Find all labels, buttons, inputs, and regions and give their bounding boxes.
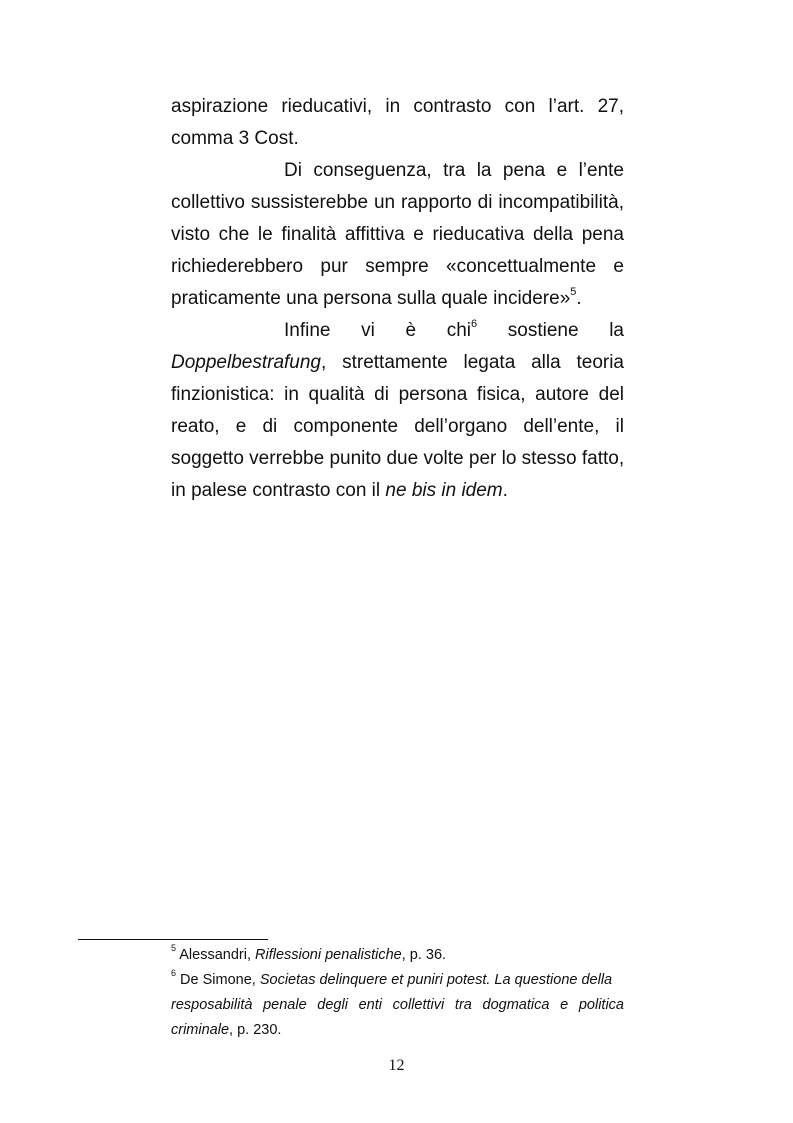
footnote-6-title-3: criminale bbox=[171, 1022, 230, 1038]
footnote-5-author: Alessandri, bbox=[176, 947, 256, 963]
body-line-13 bbox=[171, 480, 624, 502]
body-line-11: reato, e di componente dell’organo dell’ente, il bbox=[171, 416, 624, 437]
body-line-2: comma 3 Cost. bbox=[171, 128, 299, 149]
body-line-8-word-5: sostiene bbox=[507, 320, 579, 341]
body-line-4: collettivo sussisterebbe un rapporto di incompatibilità, bbox=[171, 192, 624, 213]
body-line-10: finzionistica: in qualità di persona fisica, autore del bbox=[171, 384, 624, 405]
footnote-separator bbox=[78, 939, 268, 940]
body-line-13-end: . bbox=[502, 480, 508, 501]
body-line-7 bbox=[171, 285, 624, 310]
footnote-6-number: 6 bbox=[171, 968, 177, 979]
body-line-8 bbox=[284, 317, 624, 342]
body-line-8-word-2: vi bbox=[361, 320, 375, 341]
body-line-9-rest: , strettamente legata alla teoria bbox=[321, 352, 624, 373]
body-line-7-end: . bbox=[576, 288, 582, 309]
footnote-6-author: De Simone, bbox=[176, 972, 260, 988]
footnote-6-title-2: resposabilità penale degli enti collettivi tra dogmatica e politica bbox=[171, 997, 624, 1013]
body-line-9 bbox=[171, 352, 624, 374]
body-line-8-word-1: Infine bbox=[284, 320, 331, 341]
body-line-8-word-3: è bbox=[405, 320, 417, 341]
body-line-7-text: praticamente una persona sulla quale incidere» bbox=[171, 288, 571, 309]
footnote-5-title: Riflessioni penalistiche bbox=[255, 947, 402, 963]
footnote-6-title-1: Societas delinquere et puniri potest. La questione della bbox=[259, 972, 613, 988]
footnote-6-line-3 bbox=[171, 1021, 624, 1039]
body-line-5: visto che le finalità affittiva e rieducativa della pena bbox=[171, 224, 624, 245]
body-line-9-italic: Doppelbestrafung bbox=[171, 352, 321, 373]
footnote-5-page: , p. 36. bbox=[401, 947, 447, 963]
body-line-8-word-6: la bbox=[609, 320, 624, 341]
body-line-12: soggetto verrebbe punito due volte per lo stesso fatto, bbox=[171, 448, 625, 469]
footnote-ref-6: 6 bbox=[471, 317, 478, 330]
footnote-6-line-1 bbox=[171, 968, 624, 989]
body-line-8-word-4: chi$^6$ bbox=[446, 317, 478, 341]
footnote-5 bbox=[171, 943, 624, 964]
body-line-13-a: in palese contrasto con il bbox=[171, 480, 386, 501]
body-line-6: richiederebbero pur sempre «concettualmente e bbox=[171, 256, 624, 277]
body-line-3: Di conseguenza, tra la pena e l’ente bbox=[284, 160, 624, 181]
footnote-6-line-2 bbox=[171, 996, 624, 1014]
footnote-5-number: 5 bbox=[171, 943, 177, 954]
footnote-ref-5: 5 bbox=[570, 285, 577, 298]
body-line-13-italic: ne bis in idem bbox=[385, 480, 503, 501]
page-number: 12 bbox=[388, 1057, 405, 1074]
footnote-6-page: , p. 230. bbox=[229, 1022, 282, 1038]
body-line-1: aspirazione rieducativi, in contrasto con l’art. 27, bbox=[171, 96, 624, 117]
